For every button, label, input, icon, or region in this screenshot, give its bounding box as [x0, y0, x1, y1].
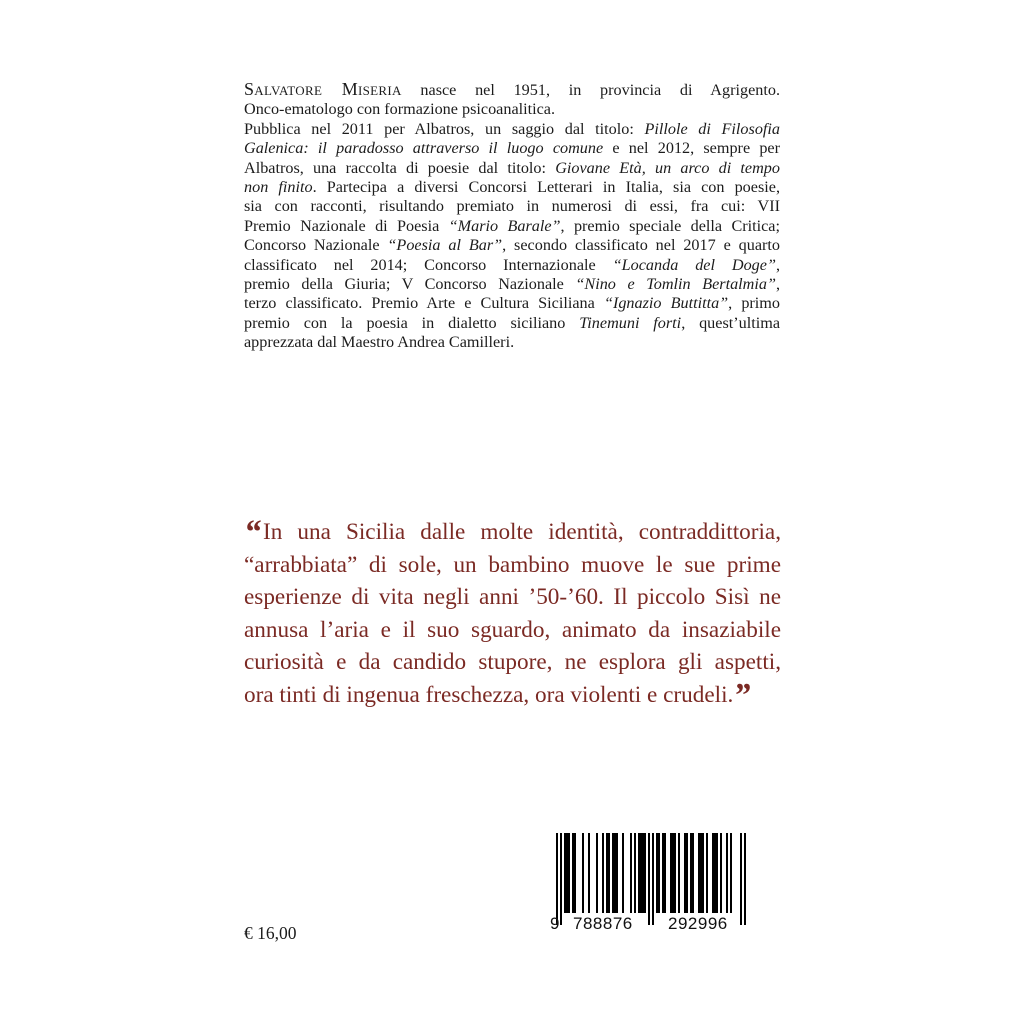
bio-line	[244, 256, 780, 275]
quote-text: annusa l’aria e il suo sguardo, animato da insaziabile	[244, 616, 781, 643]
barcode-bar	[616, 833, 618, 913]
quote-line	[244, 549, 781, 582]
barcode-bar	[630, 833, 632, 913]
bio-line	[244, 294, 780, 313]
barcode-bar	[672, 833, 674, 913]
italic-title: “Mario Barale”	[448, 216, 561, 235]
bio-text: Albatros, una raccolta di poesie dal titolo:	[244, 158, 556, 177]
barcode-bar	[712, 833, 714, 913]
barcode-bar	[614, 833, 616, 913]
back-cover-quote	[244, 516, 781, 712]
italic-title: Tinemuni forti	[579, 313, 682, 332]
bio-text: apprezzata dal Maestro Andrea Camilleri.	[244, 333, 515, 352]
barcode-bar	[602, 833, 604, 913]
italic-title: “Ignazio Buttitta”	[603, 294, 729, 313]
bio-text: terzo classificato. Premio Arte e Cultura Siciliana	[244, 294, 604, 313]
barcode-bar	[640, 833, 642, 913]
close-quote-mark: ”	[733, 676, 751, 714]
bio-text: , secondo classificato nel 2017 e quarto	[502, 236, 780, 255]
bio-text: classificato nel 2014; Concorso Internazionale	[244, 255, 613, 274]
bio-line	[244, 197, 780, 216]
quote-text: esperienze di vita negli anni ’50-’60. Il piccolo Sisì ne	[244, 584, 781, 611]
italic-title: Giovane Età, un arco di tempo	[555, 158, 780, 177]
barcode-bar	[596, 833, 598, 913]
italic-title: non finito	[244, 178, 313, 197]
barcode-bar	[664, 833, 666, 913]
barcode-bar	[684, 833, 686, 913]
bio-text: ,	[775, 275, 780, 294]
barcode-bar	[662, 833, 664, 913]
author-name: Salvatore Miseria	[244, 79, 402, 99]
quote-text: curiosità e da candido stupore, ne esplora gli aspetti,	[244, 649, 781, 676]
bio-text: . Partecipa a diversi Concorsi Letterari in Italia, sia con poesie,	[312, 178, 780, 197]
bio-text: premio della Giuria; V Concorso Nazionale	[244, 275, 576, 294]
italic-title: “Nino e Tomlin Bertalmia”	[575, 275, 776, 294]
bio-text: nasce nel 1951, in provincia di Agrigento.	[401, 81, 780, 99]
bio-line	[244, 100, 780, 119]
barcode-bar	[638, 833, 640, 913]
barcode-bar	[652, 833, 654, 925]
barcode-bar	[744, 833, 746, 925]
barcode-bar	[568, 833, 570, 913]
barcode-bar	[720, 833, 722, 913]
barcode-bar	[730, 833, 732, 913]
quote-text: In una Sicilia dalle molte identità, contraddittoria,	[263, 519, 781, 545]
quote-text: “arrabbiata” di sole, un bambino muove le sue prime	[244, 551, 781, 578]
barcode-bar	[648, 833, 650, 925]
quote-line	[244, 676, 781, 714]
quote-line	[244, 581, 781, 614]
barcode-bar	[726, 833, 728, 913]
bio-line	[244, 314, 780, 333]
bio-text: , premio speciale della Critica;	[560, 216, 780, 235]
bio-text: , quest’ultima	[681, 313, 781, 332]
bio-line	[244, 159, 780, 178]
barcode-bar	[700, 833, 702, 913]
barcode-bar	[612, 833, 614, 913]
bio-text: e nel 2012, sempre per	[603, 139, 780, 158]
barcode-bar	[560, 833, 562, 925]
barcode-bar	[674, 833, 676, 913]
barcode-bar	[644, 833, 646, 913]
barcode-bar	[678, 833, 680, 913]
quote-line	[244, 646, 781, 679]
quote-line	[244, 614, 781, 647]
quote-text: ora tinti di ingenua freschezza, ora violenti e crudeli.	[244, 681, 734, 708]
bio-line	[244, 275, 780, 294]
italic-title: “Locanda del Doge”	[612, 255, 776, 274]
barcode-bar	[634, 833, 636, 913]
barcode-bar	[702, 833, 704, 913]
bio-text: sia con racconti, risultando premiato in numerosi di essi, fra cui: VII	[244, 197, 780, 216]
barcode-bar	[740, 833, 742, 925]
barcode-bar	[606, 833, 608, 913]
bio-line	[244, 80, 780, 100]
isbn-group-2: 292996	[668, 914, 728, 933]
barcode-bar	[656, 833, 658, 913]
barcode-bar	[582, 833, 584, 913]
barcode-bar	[564, 833, 566, 913]
italic-title: Pillole di Filosofia	[644, 119, 780, 138]
bio-text: ,	[775, 255, 780, 274]
italic-title: Galenica: il paradosso attraverso il luogo comune	[244, 139, 604, 158]
bio-text: , primo	[728, 294, 780, 313]
barcode-bar	[588, 833, 590, 913]
bio-line	[244, 120, 780, 139]
open-quote-mark: “	[244, 514, 261, 551]
price-label: € 16,00	[244, 923, 297, 943]
barcode-bar	[714, 833, 716, 913]
barcode-bar	[574, 833, 576, 913]
bio-line	[244, 139, 780, 158]
barcode-bar	[658, 833, 660, 913]
barcode-bar	[642, 833, 644, 913]
quote-line	[244, 516, 781, 549]
isbn-group-1: 788876	[573, 914, 633, 933]
bio-line	[244, 217, 780, 236]
bio-text: Pubblica nel 2011 per Albatros, un saggio dal titolo:	[244, 119, 645, 138]
bio-text: Premio Nazionale di Poesia	[244, 216, 449, 235]
isbn-lead-digit: 9	[550, 914, 560, 933]
barcode-bar	[608, 833, 610, 913]
bio-text: Onco-ematologo con formazione psicoanalitica.	[244, 100, 556, 119]
italic-title: “Poesia al Bar”	[387, 236, 503, 255]
bio-text: premio con la poesia in dialetto siciliano	[244, 313, 580, 332]
barcode-bar	[566, 833, 568, 913]
barcode-bar	[698, 833, 700, 913]
bio-line	[244, 236, 780, 255]
bio-line	[244, 178, 780, 197]
barcode-bar	[686, 833, 688, 913]
barcode-bar	[690, 833, 692, 913]
barcode-bar	[692, 833, 694, 913]
barcode-bar	[572, 833, 574, 913]
bio-text: Concorso Nazionale	[244, 236, 388, 255]
barcode-bar	[670, 833, 672, 913]
author-bio	[244, 80, 780, 353]
bio-line	[244, 333, 780, 352]
barcode-bar	[716, 833, 718, 913]
barcode-bar	[622, 833, 624, 913]
barcode-bar	[556, 833, 558, 925]
barcode-bar	[706, 833, 708, 913]
